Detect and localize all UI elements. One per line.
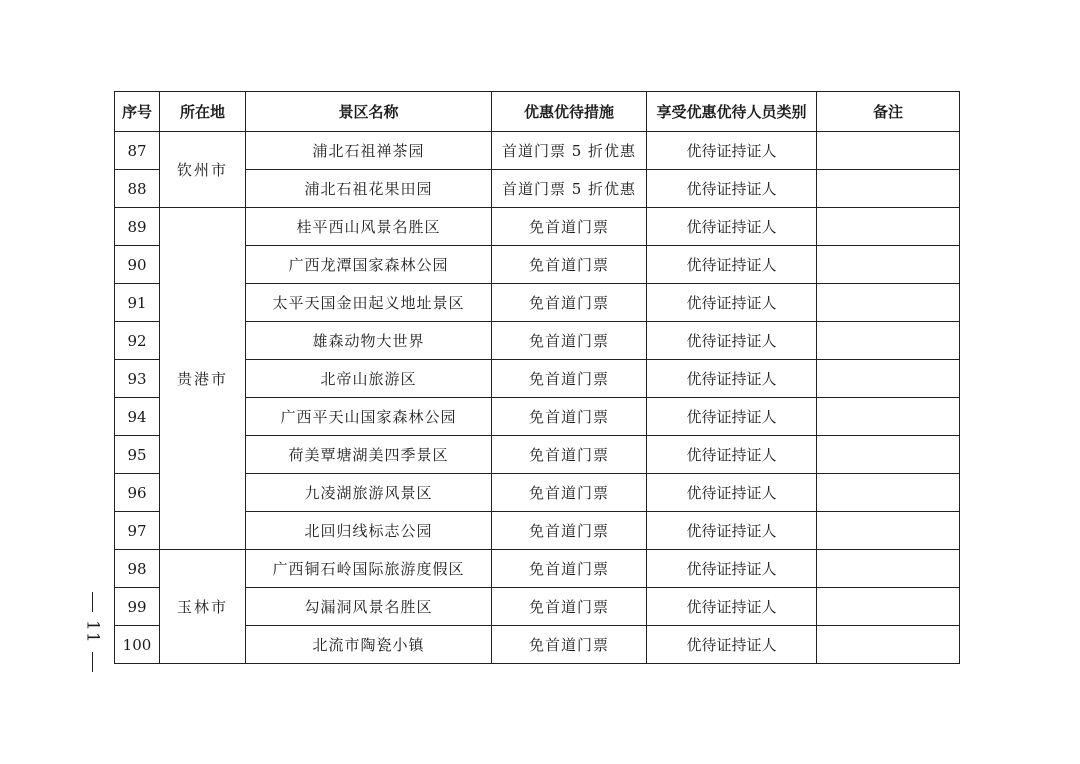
header-serial: 序号: [115, 92, 160, 132]
cell-discount-measure: 免首道门票: [492, 550, 647, 588]
cell-serial: 94: [115, 398, 160, 436]
cell-serial: 98: [115, 550, 160, 588]
cell-scenic-name: 北回归线标志公园: [246, 512, 492, 550]
cell-serial: 96: [115, 474, 160, 512]
cell-serial: 87: [115, 132, 160, 170]
cell-note: [817, 284, 960, 322]
cell-serial: 89: [115, 208, 160, 246]
page-number: [80, 592, 104, 672]
cell-note: [817, 360, 960, 398]
cell-scenic-name: 桂平西山风景名胜区: [246, 208, 492, 246]
cell-note: [817, 588, 960, 626]
cell-serial: 95: [115, 436, 160, 474]
cell-eligible-category: 优待证持证人: [647, 474, 817, 512]
cell-eligible-category: 优待证持证人: [647, 360, 817, 398]
cell-serial: 97: [115, 512, 160, 550]
cell-serial: 88: [115, 170, 160, 208]
cell-discount-measure: 免首道门票: [492, 322, 647, 360]
page-number-value: 11: [82, 620, 103, 644]
cell-note: [817, 170, 960, 208]
cell-scenic-name: 九凌湖旅游风景区: [246, 474, 492, 512]
cell-eligible-category: 优待证持证人: [647, 550, 817, 588]
cell-note: [817, 322, 960, 360]
cell-note: [817, 246, 960, 284]
cell-note: [817, 208, 960, 246]
header-eligible-category: 享受优惠优待人员类别: [647, 92, 817, 132]
cell-eligible-category: 优待证持证人: [647, 246, 817, 284]
cell-scenic-name: 广西平天山国家森林公园: [246, 398, 492, 436]
cell-eligible-category: 优待证持证人: [647, 436, 817, 474]
cell-note: [817, 132, 960, 170]
table-header-row: [115, 92, 960, 132]
cell-scenic-name: 广西铜石岭国际旅游度假区: [246, 550, 492, 588]
cell-note: [817, 626, 960, 664]
table-body: [115, 132, 960, 664]
cell-scenic-name: 浦北石祖禅茶园: [246, 132, 492, 170]
header-note: 备注: [817, 92, 960, 132]
cell-discount-measure: 免首道门票: [492, 474, 647, 512]
cell-serial: 92: [115, 322, 160, 360]
page-number-dash-bottom: [92, 652, 93, 672]
table-row: [115, 132, 960, 170]
header-discount-measure: 优惠优待措施: [492, 92, 647, 132]
cell-note: [817, 398, 960, 436]
cell-eligible-category: 优待证持证人: [647, 132, 817, 170]
cell-discount-measure: 首道门票 5 折优惠: [492, 132, 647, 170]
cell-scenic-name: 广西龙潭国家森林公园: [246, 246, 492, 284]
cell-discount-measure: 免首道门票: [492, 626, 647, 664]
header-location: 所在地: [160, 92, 246, 132]
cell-eligible-category: 优待证持证人: [647, 322, 817, 360]
cell-discount-measure: 免首道门票: [492, 284, 647, 322]
cell-scenic-name: 荷美覃塘湖美四季景区: [246, 436, 492, 474]
cell-discount-measure: 免首道门票: [492, 208, 647, 246]
scenic-discount-table: [114, 91, 960, 664]
cell-eligible-category: 优待证持证人: [647, 208, 817, 246]
cell-serial: 99: [115, 588, 160, 626]
table-row: [115, 550, 960, 588]
cell-location: 钦州市: [160, 132, 246, 208]
cell-scenic-name: 北流市陶瓷小镇: [246, 626, 492, 664]
cell-eligible-category: 优待证持证人: [647, 512, 817, 550]
cell-location: 贵港市: [160, 208, 246, 550]
header-scenic-name: 景区名称: [246, 92, 492, 132]
cell-eligible-category: 优待证持证人: [647, 398, 817, 436]
cell-discount-measure: 免首道门票: [492, 398, 647, 436]
cell-eligible-category: 优待证持证人: [647, 588, 817, 626]
cell-location: 玉林市: [160, 550, 246, 664]
cell-note: [817, 474, 960, 512]
cell-note: [817, 436, 960, 474]
cell-scenic-name: 北帝山旅游区: [246, 360, 492, 398]
cell-note: [817, 512, 960, 550]
cell-note: [817, 550, 960, 588]
cell-discount-measure: 免首道门票: [492, 588, 647, 626]
cell-discount-measure: 免首道门票: [492, 246, 647, 284]
cell-eligible-category: 优待证持证人: [647, 284, 817, 322]
cell-serial: 93: [115, 360, 160, 398]
cell-serial: 90: [115, 246, 160, 284]
cell-discount-measure: 免首道门票: [492, 360, 647, 398]
cell-discount-measure: 免首道门票: [492, 436, 647, 474]
cell-scenic-name: 浦北石祖花果田园: [246, 170, 492, 208]
cell-discount-measure: 首道门票 5 折优惠: [492, 170, 647, 208]
cell-serial: 100: [115, 626, 160, 664]
cell-scenic-name: 太平天国金田起义地址景区: [246, 284, 492, 322]
cell-eligible-category: 优待证持证人: [647, 626, 817, 664]
table-row: [115, 208, 960, 246]
cell-scenic-name: 雄森动物大世界: [246, 322, 492, 360]
page-number-dash-top: [92, 592, 93, 612]
cell-scenic-name: 勾漏洞风景名胜区: [246, 588, 492, 626]
cell-serial: 91: [115, 284, 160, 322]
cell-discount-measure: 免首道门票: [492, 512, 647, 550]
cell-eligible-category: 优待证持证人: [647, 170, 817, 208]
